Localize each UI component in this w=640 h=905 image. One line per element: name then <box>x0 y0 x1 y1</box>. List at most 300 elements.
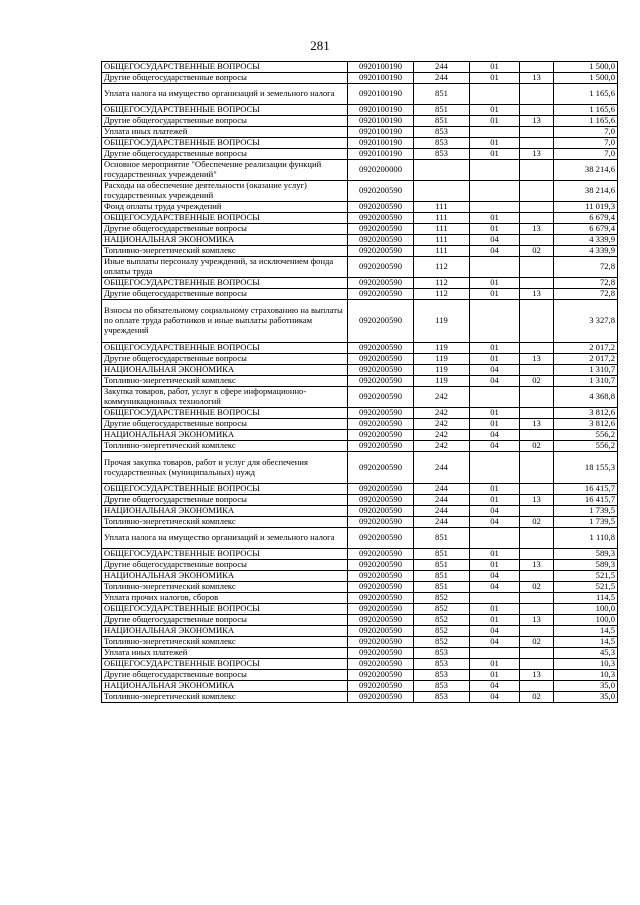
target-article-cell: 0920200590 <box>348 224 414 235</box>
amount-cell: 521,5 <box>554 582 618 593</box>
table-row <box>102 278 618 289</box>
target-article-cell: 0920200590 <box>348 354 414 365</box>
section-cell: 01 <box>470 213 520 224</box>
section-cell: 01 <box>470 62 520 73</box>
expense-type-cell: 852 <box>414 637 470 648</box>
amount-cell: 4 339,9 <box>554 235 618 246</box>
expense-type-cell: 244 <box>414 517 470 528</box>
expense-name-cell: Другие общегосударственные вопросы <box>102 354 348 365</box>
expense-type-cell: 244 <box>414 73 470 84</box>
table-row <box>102 604 618 615</box>
page-number: 281 <box>310 38 330 53</box>
amount-cell: 16 415,7 <box>554 495 618 506</box>
table-row <box>102 387 618 408</box>
target-article-cell: 0920100190 <box>348 138 414 149</box>
table-row <box>102 659 618 670</box>
section-cell: 01 <box>470 354 520 365</box>
subsection-cell <box>520 452 554 484</box>
expense-name-cell: Топливно-энергетический комплекс <box>102 441 348 452</box>
amount-cell: 38 214,6 <box>554 181 618 202</box>
expense-name-cell: ОБЩЕГОСУДАРСТВЕННЫЕ ВОПРОСЫ <box>102 105 348 116</box>
expense-name-cell: Другие общегосударственные вопросы <box>102 615 348 626</box>
target-article-cell: 0920200590 <box>348 430 414 441</box>
table-row <box>102 506 618 517</box>
expense-name-cell: НАЦИОНАЛЬНАЯ ЭКОНОМИКА <box>102 235 348 246</box>
expense-name-cell: Другие общегосударственные вопросы <box>102 224 348 235</box>
expense-type-cell: 853 <box>414 138 470 149</box>
expense-name-cell: Топливно-энергетический комплекс <box>102 692 348 703</box>
subsection-cell: 13 <box>520 149 554 160</box>
amount-cell: 72,8 <box>554 257 618 278</box>
amount-cell: 2 017,2 <box>554 343 618 354</box>
section-cell: 01 <box>470 560 520 571</box>
expense-name-cell: Закупка товаров, работ, услуг в сфере информационно-коммуникационных технологий <box>102 387 348 408</box>
subsection-cell <box>520 430 554 441</box>
amount-cell: 1 500,0 <box>554 62 618 73</box>
table-row <box>102 582 618 593</box>
expense-type-cell: 853 <box>414 670 470 681</box>
expense-type-cell: 111 <box>414 213 470 224</box>
expense-name-cell: Топливно-энергетический комплекс <box>102 637 348 648</box>
table-row <box>102 626 618 637</box>
amount-cell: 11 019,3 <box>554 202 618 213</box>
table-row <box>102 257 618 278</box>
expense-type-cell: 242 <box>414 408 470 419</box>
subsection-cell <box>520 659 554 670</box>
subsection-cell <box>520 213 554 224</box>
table-row <box>102 484 618 495</box>
section-cell <box>470 202 520 213</box>
subsection-cell: 13 <box>520 116 554 127</box>
subsection-cell: 02 <box>520 692 554 703</box>
amount-cell: 72,8 <box>554 278 618 289</box>
table-row <box>102 615 618 626</box>
section-cell: 04 <box>470 441 520 452</box>
amount-cell: 38 214,6 <box>554 160 618 181</box>
target-article-cell: 0920200590 <box>348 419 414 430</box>
expense-type-cell: 852 <box>414 615 470 626</box>
target-article-cell: 0920200590 <box>348 365 414 376</box>
section-cell <box>470 257 520 278</box>
amount-cell: 7,0 <box>554 138 618 149</box>
target-article-cell: 0920200590 <box>348 441 414 452</box>
subsection-cell: 13 <box>520 289 554 300</box>
target-article-cell: 0920200590 <box>348 582 414 593</box>
section-cell: 04 <box>470 376 520 387</box>
amount-cell: 556,2 <box>554 441 618 452</box>
expense-type-cell: 851 <box>414 528 470 549</box>
section-cell: 01 <box>470 615 520 626</box>
section-cell: 01 <box>470 138 520 149</box>
amount-cell: 6 679,4 <box>554 224 618 235</box>
amount-cell: 1 500,0 <box>554 73 618 84</box>
amount-cell: 35,0 <box>554 692 618 703</box>
amount-cell: 10,3 <box>554 670 618 681</box>
expense-type-cell: 853 <box>414 648 470 659</box>
table-row <box>102 549 618 560</box>
expense-name-cell: НАЦИОНАЛЬНАЯ ЭКОНОМИКА <box>102 430 348 441</box>
target-article-cell: 0920200590 <box>348 560 414 571</box>
subsection-cell <box>520 506 554 517</box>
subsection-cell: 13 <box>520 615 554 626</box>
section-cell: 01 <box>470 116 520 127</box>
target-article-cell: 0920200590 <box>348 593 414 604</box>
subsection-cell <box>520 681 554 692</box>
section-cell <box>470 181 520 202</box>
expense-type-cell: 112 <box>414 257 470 278</box>
expense-type-cell: 242 <box>414 430 470 441</box>
budget-table-body <box>102 62 618 703</box>
expense-type-cell: 119 <box>414 300 470 343</box>
target-article-cell: 0920100190 <box>348 73 414 84</box>
expense-type-cell: 111 <box>414 224 470 235</box>
section-cell: 01 <box>470 604 520 615</box>
table-row <box>102 300 618 343</box>
amount-cell: 72,8 <box>554 289 618 300</box>
subsection-cell: 13 <box>520 670 554 681</box>
amount-cell: 100,0 <box>554 604 618 615</box>
table-row <box>102 149 618 160</box>
amount-cell: 589,3 <box>554 549 618 560</box>
expense-type-cell: 244 <box>414 62 470 73</box>
table-row <box>102 105 618 116</box>
section-cell: 04 <box>470 626 520 637</box>
expense-name-cell: ОБЩЕГОСУДАРСТВЕННЫЕ ВОПРОСЫ <box>102 62 348 73</box>
section-cell <box>470 300 520 343</box>
section-cell: 01 <box>470 549 520 560</box>
expense-name-cell: ОБЩЕГОСУДАРСТВЕННЫЕ ВОПРОСЫ <box>102 659 348 670</box>
table-row <box>102 637 618 648</box>
expense-name-cell: НАЦИОНАЛЬНАЯ ЭКОНОМИКА <box>102 506 348 517</box>
target-article-cell: 0920200590 <box>348 202 414 213</box>
table-row <box>102 235 618 246</box>
amount-cell: 100,0 <box>554 615 618 626</box>
subsection-cell <box>520 593 554 604</box>
expense-name-cell: Уплата иных платежей <box>102 127 348 138</box>
subsection-cell <box>520 300 554 343</box>
expense-type-cell: 244 <box>414 452 470 484</box>
table-row <box>102 138 618 149</box>
amount-cell: 3 812,6 <box>554 419 618 430</box>
expense-name-cell: Основное мероприятие "Обеспечение реализации функций государственных учреждений" <box>102 160 348 181</box>
expense-name-cell: Другие общегосударственные вопросы <box>102 289 348 300</box>
section-cell: 01 <box>470 659 520 670</box>
amount-cell: 2 017,2 <box>554 354 618 365</box>
amount-cell: 35,0 <box>554 681 618 692</box>
expense-type-cell: 242 <box>414 419 470 430</box>
table-row <box>102 62 618 73</box>
section-cell: 01 <box>470 73 520 84</box>
target-article-cell: 0920200000 <box>348 160 414 181</box>
section-cell: 01 <box>470 495 520 506</box>
subsection-cell: 02 <box>520 637 554 648</box>
target-article-cell: 0920200590 <box>348 681 414 692</box>
amount-cell: 7,0 <box>554 149 618 160</box>
subsection-cell <box>520 181 554 202</box>
subsection-cell <box>520 604 554 615</box>
section-cell: 04 <box>470 571 520 582</box>
target-article-cell: 0920200590 <box>348 648 414 659</box>
table-row <box>102 224 618 235</box>
section-cell: 01 <box>470 670 520 681</box>
amount-cell: 4 368,8 <box>554 387 618 408</box>
table-row <box>102 127 618 138</box>
expense-type-cell: 244 <box>414 506 470 517</box>
expense-type-cell: 851 <box>414 560 470 571</box>
subsection-cell <box>520 571 554 582</box>
amount-cell: 1 739,5 <box>554 517 618 528</box>
subsection-cell: 13 <box>520 73 554 84</box>
amount-cell: 114,5 <box>554 593 618 604</box>
expense-name-cell: ОБЩЕГОСУДАРСТВЕННЫЕ ВОПРОСЫ <box>102 213 348 224</box>
section-cell: 01 <box>470 289 520 300</box>
section-cell: 01 <box>470 419 520 430</box>
expense-name-cell: Уплата иных платежей <box>102 648 348 659</box>
table-row <box>102 692 618 703</box>
target-article-cell: 0920100190 <box>348 127 414 138</box>
expense-name-cell: Топливно-энергетический комплекс <box>102 376 348 387</box>
budget-table <box>101 61 618 703</box>
expense-name-cell: Топливно-энергетический комплекс <box>102 517 348 528</box>
expense-type-cell: 119 <box>414 376 470 387</box>
table-row <box>102 681 618 692</box>
target-article-cell: 0920200590 <box>348 181 414 202</box>
amount-cell: 1 110,8 <box>554 528 618 549</box>
subsection-cell <box>520 62 554 73</box>
table-row <box>102 419 618 430</box>
expense-name-cell: ОБЩЕГОСУДАРСТВЕННЫЕ ВОПРОСЫ <box>102 604 348 615</box>
subsection-cell: 13 <box>520 224 554 235</box>
expense-type-cell: 242 <box>414 441 470 452</box>
amount-cell: 589,3 <box>554 560 618 571</box>
amount-cell: 3 327,8 <box>554 300 618 343</box>
amount-cell: 45,3 <box>554 648 618 659</box>
expense-name-cell: Расходы на обеспечение деятельности (оказание услуг) государственных учреждений <box>102 181 348 202</box>
expense-name-cell: Прочая закупка товаров, работ и услуг для обеспечения государственных (муниципальных) нужд <box>102 452 348 484</box>
target-article-cell: 0920200590 <box>348 300 414 343</box>
amount-cell: 1 165,6 <box>554 105 618 116</box>
expense-type-cell: 853 <box>414 149 470 160</box>
section-cell: 04 <box>470 692 520 703</box>
target-article-cell: 0920200590 <box>348 692 414 703</box>
expense-type-cell: 851 <box>414 571 470 582</box>
expense-type-cell: 851 <box>414 105 470 116</box>
expense-name-cell: Другие общегосударственные вопросы <box>102 495 348 506</box>
target-article-cell: 0920200590 <box>348 670 414 681</box>
expense-type-cell: 853 <box>414 692 470 703</box>
target-article-cell: 0920200590 <box>348 626 414 637</box>
table-row <box>102 354 618 365</box>
amount-cell: 3 812,6 <box>554 408 618 419</box>
target-article-cell: 0920200590 <box>348 213 414 224</box>
section-cell: 04 <box>470 637 520 648</box>
amount-cell: 1 165,6 <box>554 116 618 127</box>
target-article-cell: 0920200590 <box>348 257 414 278</box>
subsection-cell <box>520 626 554 637</box>
section-cell <box>470 160 520 181</box>
expense-name-cell: Другие общегосударственные вопросы <box>102 116 348 127</box>
amount-cell: 10,3 <box>554 659 618 670</box>
subsection-cell <box>520 343 554 354</box>
table-row <box>102 670 618 681</box>
table-row <box>102 560 618 571</box>
expense-type-cell: 119 <box>414 365 470 376</box>
table-row <box>102 452 618 484</box>
target-article-cell: 0920200590 <box>348 484 414 495</box>
expense-name-cell: Другие общегосударственные вопросы <box>102 149 348 160</box>
expense-name-cell: ОБЩЕГОСУДАРСТВЕННЫЕ ВОПРОСЫ <box>102 138 348 149</box>
expense-type-cell: 852 <box>414 626 470 637</box>
section-cell <box>470 648 520 659</box>
expense-name-cell: ОБЩЕГОСУДАРСТВЕННЫЕ ВОПРОСЫ <box>102 549 348 560</box>
expense-type-cell: 112 <box>414 289 470 300</box>
expense-type-cell: 244 <box>414 495 470 506</box>
expense-type-cell: 853 <box>414 681 470 692</box>
table-row <box>102 213 618 224</box>
section-cell: 04 <box>470 517 520 528</box>
table-row <box>102 593 618 604</box>
table-row <box>102 495 618 506</box>
expense-type-cell: 112 <box>414 278 470 289</box>
amount-cell: 521,5 <box>554 571 618 582</box>
section-cell: 01 <box>470 105 520 116</box>
table-row <box>102 289 618 300</box>
section-cell <box>470 387 520 408</box>
expense-type-cell <box>414 181 470 202</box>
target-article-cell: 0920200590 <box>348 604 414 615</box>
subsection-cell <box>520 484 554 495</box>
expense-name-cell: Иные выплаты персоналу учреждений, за исключением фонда оплаты труда <box>102 257 348 278</box>
section-cell: 04 <box>470 506 520 517</box>
expense-name-cell: Другие общегосударственные вопросы <box>102 670 348 681</box>
table-row <box>102 376 618 387</box>
table-row <box>102 160 618 181</box>
subsection-cell <box>520 202 554 213</box>
expense-name-cell: Уплата прочих налогов, сборов <box>102 593 348 604</box>
subsection-cell: 13 <box>520 495 554 506</box>
section-cell: 04 <box>470 235 520 246</box>
expense-name-cell: ОБЩЕГОСУДАРСТВЕННЫЕ ВОПРОСЫ <box>102 343 348 354</box>
subsection-cell <box>520 648 554 659</box>
table-row <box>102 441 618 452</box>
subsection-cell <box>520 278 554 289</box>
section-cell: 04 <box>470 365 520 376</box>
amount-cell: 1 310,7 <box>554 376 618 387</box>
section-cell: 01 <box>470 408 520 419</box>
subsection-cell <box>520 408 554 419</box>
target-article-cell: 0920200590 <box>348 376 414 387</box>
subsection-cell <box>520 528 554 549</box>
target-article-cell: 0920200590 <box>348 571 414 582</box>
table-row <box>102 343 618 354</box>
subsection-cell: 02 <box>520 582 554 593</box>
section-cell: 01 <box>470 484 520 495</box>
table-row <box>102 246 618 257</box>
expense-type-cell: 111 <box>414 235 470 246</box>
subsection-cell: 02 <box>520 246 554 257</box>
expense-type-cell: 852 <box>414 604 470 615</box>
expense-name-cell: Уплата налога на имущество организаций и земельного налога <box>102 84 348 105</box>
expense-name-cell: Топливно-энергетический комплекс <box>102 246 348 257</box>
expense-name-cell: НАЦИОНАЛЬНАЯ ЭКОНОМИКА <box>102 365 348 376</box>
section-cell: 01 <box>470 343 520 354</box>
target-article-cell: 0920100190 <box>348 149 414 160</box>
amount-cell: 556,2 <box>554 430 618 441</box>
expense-type-cell <box>414 160 470 181</box>
amount-cell: 1 310,7 <box>554 365 618 376</box>
table-row <box>102 517 618 528</box>
amount-cell: 16 415,7 <box>554 484 618 495</box>
expense-type-cell: 111 <box>414 246 470 257</box>
expense-name-cell: НАЦИОНАЛЬНАЯ ЭКОНОМИКА <box>102 571 348 582</box>
subsection-cell: 02 <box>520 517 554 528</box>
table-row <box>102 73 618 84</box>
target-article-cell: 0920200590 <box>348 343 414 354</box>
target-article-cell: 0920200590 <box>348 278 414 289</box>
target-article-cell: 0920200590 <box>348 506 414 517</box>
target-article-cell: 0920200590 <box>348 528 414 549</box>
amount-cell: 6 679,4 <box>554 213 618 224</box>
expense-name-cell: Другие общегосударственные вопросы <box>102 419 348 430</box>
table-row <box>102 365 618 376</box>
subsection-cell <box>520 105 554 116</box>
table-row <box>102 181 618 202</box>
target-article-cell: 0920100190 <box>348 62 414 73</box>
section-cell <box>470 127 520 138</box>
target-article-cell: 0920200590 <box>348 549 414 560</box>
target-article-cell: 0920100190 <box>348 84 414 105</box>
section-cell: 04 <box>470 430 520 441</box>
target-article-cell: 0920200590 <box>348 517 414 528</box>
expense-type-cell: 119 <box>414 343 470 354</box>
section-cell: 01 <box>470 224 520 235</box>
subsection-cell <box>520 84 554 105</box>
expense-name-cell: ОБЩЕГОСУДАРСТВЕННЫЕ ВОПРОСЫ <box>102 484 348 495</box>
expense-name-cell: Взносы по обязательному социальному страхованию на выплаты по оплате труда работников и иные выплаты работникам учреждений <box>102 300 348 343</box>
section-cell: 04 <box>470 681 520 692</box>
table-row <box>102 648 618 659</box>
expense-type-cell: 853 <box>414 659 470 670</box>
expense-type-cell: 242 <box>414 387 470 408</box>
expense-name-cell: Другие общегосударственные вопросы <box>102 560 348 571</box>
target-article-cell: 0920200590 <box>348 495 414 506</box>
expense-type-cell: 851 <box>414 549 470 560</box>
section-cell: 04 <box>470 582 520 593</box>
subsection-cell <box>520 365 554 376</box>
amount-cell: 14,5 <box>554 626 618 637</box>
section-cell <box>470 452 520 484</box>
table-row <box>102 84 618 105</box>
subsection-cell <box>520 549 554 560</box>
amount-cell: 4 339,9 <box>554 246 618 257</box>
subsection-cell <box>520 257 554 278</box>
subsection-cell: 02 <box>520 441 554 452</box>
subsection-cell <box>520 235 554 246</box>
expense-name-cell: ОБЩЕГОСУДАРСТВЕННЫЕ ВОПРОСЫ <box>102 408 348 419</box>
subsection-cell: 13 <box>520 560 554 571</box>
target-article-cell: 0920100190 <box>348 116 414 127</box>
expense-name-cell: ОБЩЕГОСУДАРСТВЕННЫЕ ВОПРОСЫ <box>102 278 348 289</box>
section-cell <box>470 528 520 549</box>
expense-name-cell: Фонд оплаты труда учреждений <box>102 202 348 213</box>
subsection-cell <box>520 160 554 181</box>
subsection-cell: 02 <box>520 376 554 387</box>
expense-name-cell: НАЦИОНАЛЬНАЯ ЭКОНОМИКА <box>102 681 348 692</box>
amount-cell: 1 739,5 <box>554 506 618 517</box>
table-row <box>102 528 618 549</box>
expense-type-cell: 119 <box>414 354 470 365</box>
subsection-cell: 13 <box>520 419 554 430</box>
